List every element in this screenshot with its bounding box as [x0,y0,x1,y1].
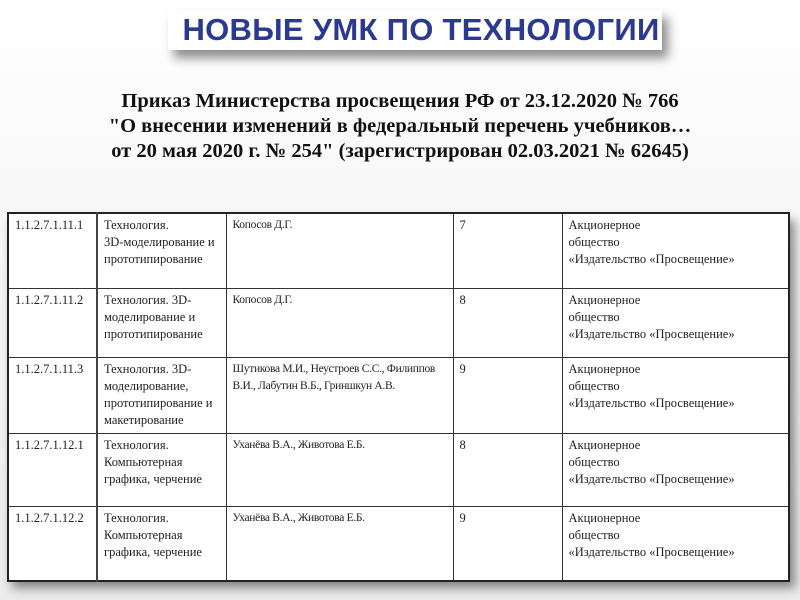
publisher-line: «Издательство «Просвещение» [568,471,735,486]
title-line: прототипирование [104,252,203,266]
cell-authors: Копосов Д.Г. [226,213,453,288]
cell-publisher [562,213,789,288]
table-row [8,506,789,581]
cell-code: 1.1.2.7.1.11.2 [8,288,97,357]
table-row [8,357,789,433]
title-line: графика, черчение [104,544,202,559]
cell-grade: 8 [453,288,562,357]
publisher-line: общество [568,235,620,249]
cell-grade: 9 [453,506,562,581]
title-line: моделирование, [104,378,189,393]
cell-grade: 9 [453,357,562,433]
title-line: Технология. [104,218,169,232]
publisher-line: «Издательство «Просвещение» [568,544,735,559]
publisher-line: Акционерное [568,361,641,376]
order-line-3: от 20 мая 2020 г. № 254" (зарегистрирован 02.03.2021 № 62645) [111,140,689,162]
publisher-line: «Издательство «Просвещение» [568,326,735,341]
publisher-line: общество [568,527,620,542]
cell-authors: Шутикова М.И., Неустроев С.С., Филиппов В.И., Лабутин В.Б., Гриншкун А.В. [226,357,453,433]
cell-authors: Копосов Д.Г. [226,288,453,357]
title-line: Компьютерная [104,527,183,542]
title-line: Технология. [104,437,169,452]
cell-grade: 8 [453,433,562,506]
publisher-line: «Издательство «Просвещение» [568,252,735,266]
cell-grade: 7 [453,213,562,288]
cell-code: 1.1.2.7.1.11.1 [8,213,97,288]
title-line: прототипирование и [104,395,213,410]
title-line: Компьютерная [104,454,183,469]
title-banner [168,10,662,50]
order-heading [0,89,800,164]
textbook-table-container [7,212,790,580]
title-line: 3D-моделирование и [104,235,215,249]
cell-title [97,288,226,357]
publisher-line: «Издательство «Просвещение» [568,395,735,410]
title-line: Технология. 3D- [104,361,192,376]
cell-title [97,357,226,433]
publisher-line: Акционерное [568,218,641,232]
slide-title: НОВЫЕ УМК ПО ТЕХНОЛОГИИ [182,12,660,47]
cell-code: 1.1.2.7.1.12.1 [8,433,97,506]
title-line: моделирование и [104,309,196,324]
cell-authors: Уханёва В.А., Животова Е.Б. [226,506,453,581]
publisher-line: общество [568,309,620,324]
publisher-line: Акционерное [568,437,641,452]
cell-authors: Уханёва В.А., Животова Е.Б. [226,433,453,506]
publisher-line: Акционерное [568,292,641,307]
cell-code: 1.1.2.7.1.11.3 [8,357,97,433]
title-line: прототипирование [104,326,203,341]
order-line-2: "О внесении изменений в федеральный перечень учебников… [108,115,692,137]
table-row [8,288,789,357]
cell-publisher [562,288,789,357]
cell-title [97,433,226,506]
order-line-1: Приказ Министерства просвещения РФ от 23.12.2020 № 766 [121,90,679,112]
publisher-line: общество [568,454,620,469]
cell-publisher [562,357,789,433]
title-line: Технология. [104,510,169,525]
table-row [8,213,789,288]
textbook-table [7,212,790,582]
cell-code: 1.1.2.7.1.12.2 [8,506,97,581]
cell-publisher [562,433,789,506]
publisher-line: Акционерное [568,510,641,525]
title-line: макетирование [104,412,184,427]
title-line: Технология. 3D- [104,292,192,307]
cell-title [97,506,226,581]
cell-publisher [562,506,789,581]
table-row [8,433,789,506]
publisher-line: общество [568,378,620,393]
cell-title [97,213,226,288]
title-line: графика, черчение [104,471,202,486]
